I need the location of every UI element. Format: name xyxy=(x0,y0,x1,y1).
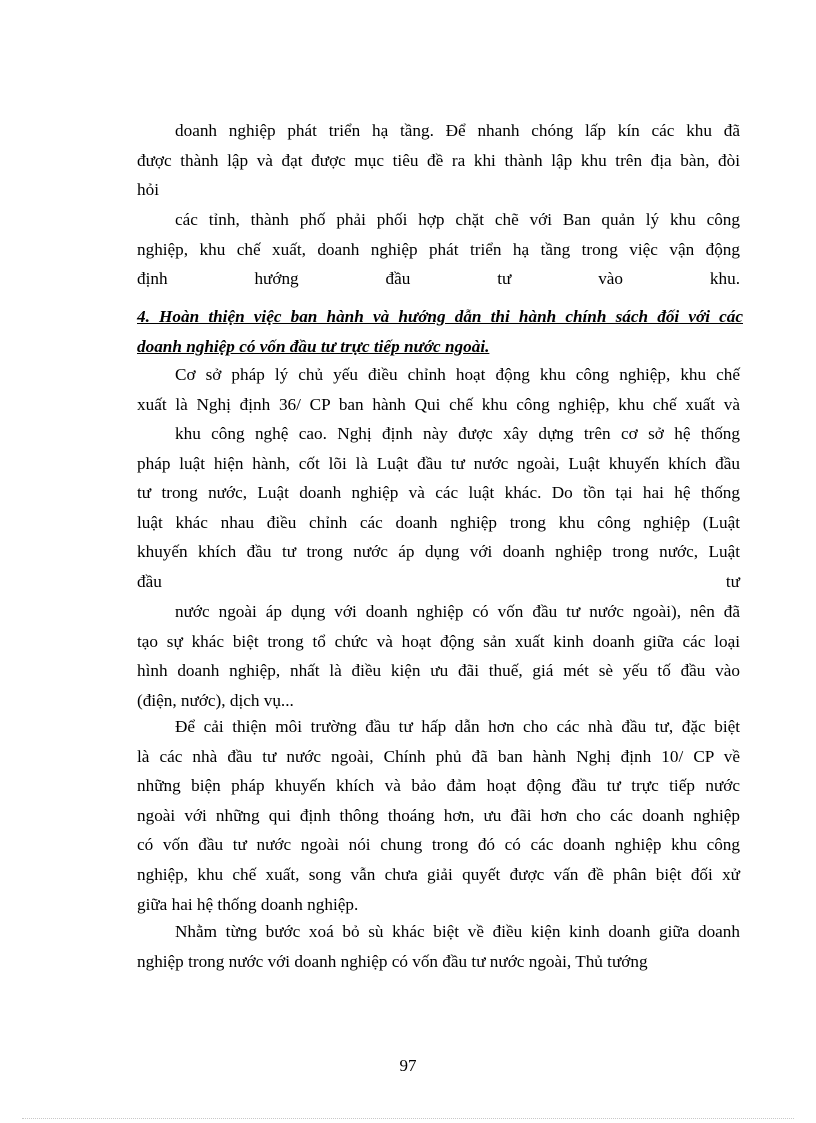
paragraph-6 xyxy=(137,712,740,919)
text-line: doanh nghiệp phát triển hạ tầng. Để nhanh chóng lấp kín các khu đã xyxy=(175,121,740,140)
text-line: luật khác nhau điều chỉnh các doanh nghiệp trong khu công nghiệp (Luật xyxy=(137,512,740,532)
text-line: có vốn đầu tư nước ngoài nói chung trong đó có các doanh nghiệp khu công xyxy=(137,835,740,855)
text-line: những biện pháp khuyến khích và bảo đảm hoạt động đầu tư trực tiếp nước xyxy=(137,776,740,796)
section-heading xyxy=(137,302,743,361)
paragraph-3 xyxy=(137,360,740,419)
text-line: là các nhà đầu tư nước ngoài, Chính phủ đã ban hành Nghị định 10/ CP về xyxy=(137,746,740,766)
paragraph-2 xyxy=(137,205,740,294)
text-line: tạo sự khác biệt trong tổ chức và hoạt động sản xuất kinh doanh giữa các loại xyxy=(137,631,740,651)
text-line: tư trong nước, Luật doanh nghiệp và các luật khác. Do tồn tại hai hệ thống xyxy=(137,483,740,503)
text-line: (điện, nước), dịch vụ... xyxy=(137,690,294,710)
page-number: 97 xyxy=(399,1056,417,1075)
heading-line: doanh nghiệp có vốn đầu tư trực tiếp nước ngoài. xyxy=(137,336,490,356)
paragraph-5 xyxy=(137,597,740,715)
text-line: Cơ sở pháp lý chủ yếu điều chỉnh hoạt động khu công nghiệp, khu chế xyxy=(175,365,740,384)
text-line: các tỉnh, thành phố phải phối hợp chặt chẽ với Ban quản lý khu công xyxy=(175,210,740,229)
text-line: khuyến khích đầu tư trong nước áp dụng với doanh nghiệp trong nước, Luật xyxy=(137,542,740,562)
text-line: nghiệp, khu chế xuất, song vẫn chưa giải quyết được vấn đề phân biệt đối xử xyxy=(137,864,740,884)
footer-divider xyxy=(22,1118,794,1119)
text-line: được thành lập và đạt được mục tiêu đề ra khi thành lập khu trên địa bàn, đòi xyxy=(137,150,740,170)
text-line: đầu tư xyxy=(137,571,740,591)
text-line: hình doanh nghiệp, nhất là điều kiện ưu đãi thuế, giá mét sè yếu tố đầu vào xyxy=(137,661,740,681)
text-line: nước ngoài áp dụng với doanh nghiệp có vốn đầu tư nước ngoài), nên đã xyxy=(175,602,740,621)
text-line: hỏi xyxy=(137,180,159,200)
text-line: định hướng đầu tư vào khu. xyxy=(137,269,740,289)
paragraph-4 xyxy=(137,419,740,597)
text-line: ngoài với những qui định thông thoáng hơn, ưu đãi hơn cho các doanh nghiệp xyxy=(137,805,740,825)
text-line: khu công nghệ cao. Nghị định này được xây dựng trên cơ sở hệ thống xyxy=(175,424,740,443)
paragraph-7 xyxy=(137,917,740,976)
text-line: nghiệp, khu chế xuất, doanh nghiệp phát triển hạ tầng trong việc vận động xyxy=(137,239,740,259)
text-line: nghiệp trong nước với doanh nghiệp có vốn đầu tư nước ngoài, Thủ tướng xyxy=(137,951,648,971)
text-line: giữa hai hệ thống doanh nghiệp. xyxy=(137,894,359,914)
text-line: Nhằm từng bước xoá bỏ sù khác biệt về điều kiện kinh doanh giữa doanh xyxy=(175,922,740,941)
text-line: pháp luật hiện hành, cốt lõi là Luật đầu tư nước ngoài, Luật khuyến khích đầu xyxy=(137,453,740,473)
text-line: Để cải thiện môi trường đầu tư hấp dẫn hơn cho các nhà đầu tư, đặc biệt xyxy=(175,717,740,736)
heading-line: 4. Hoàn thiện việc ban hành và hướng dẫn thi hành chính sách đối với các xyxy=(137,307,743,326)
paragraph-1 xyxy=(137,116,740,205)
text-line: xuất là Nghị định 36/ CP ban hành Qui chế khu công nghiệp, khu chế xuất và xyxy=(137,394,740,414)
